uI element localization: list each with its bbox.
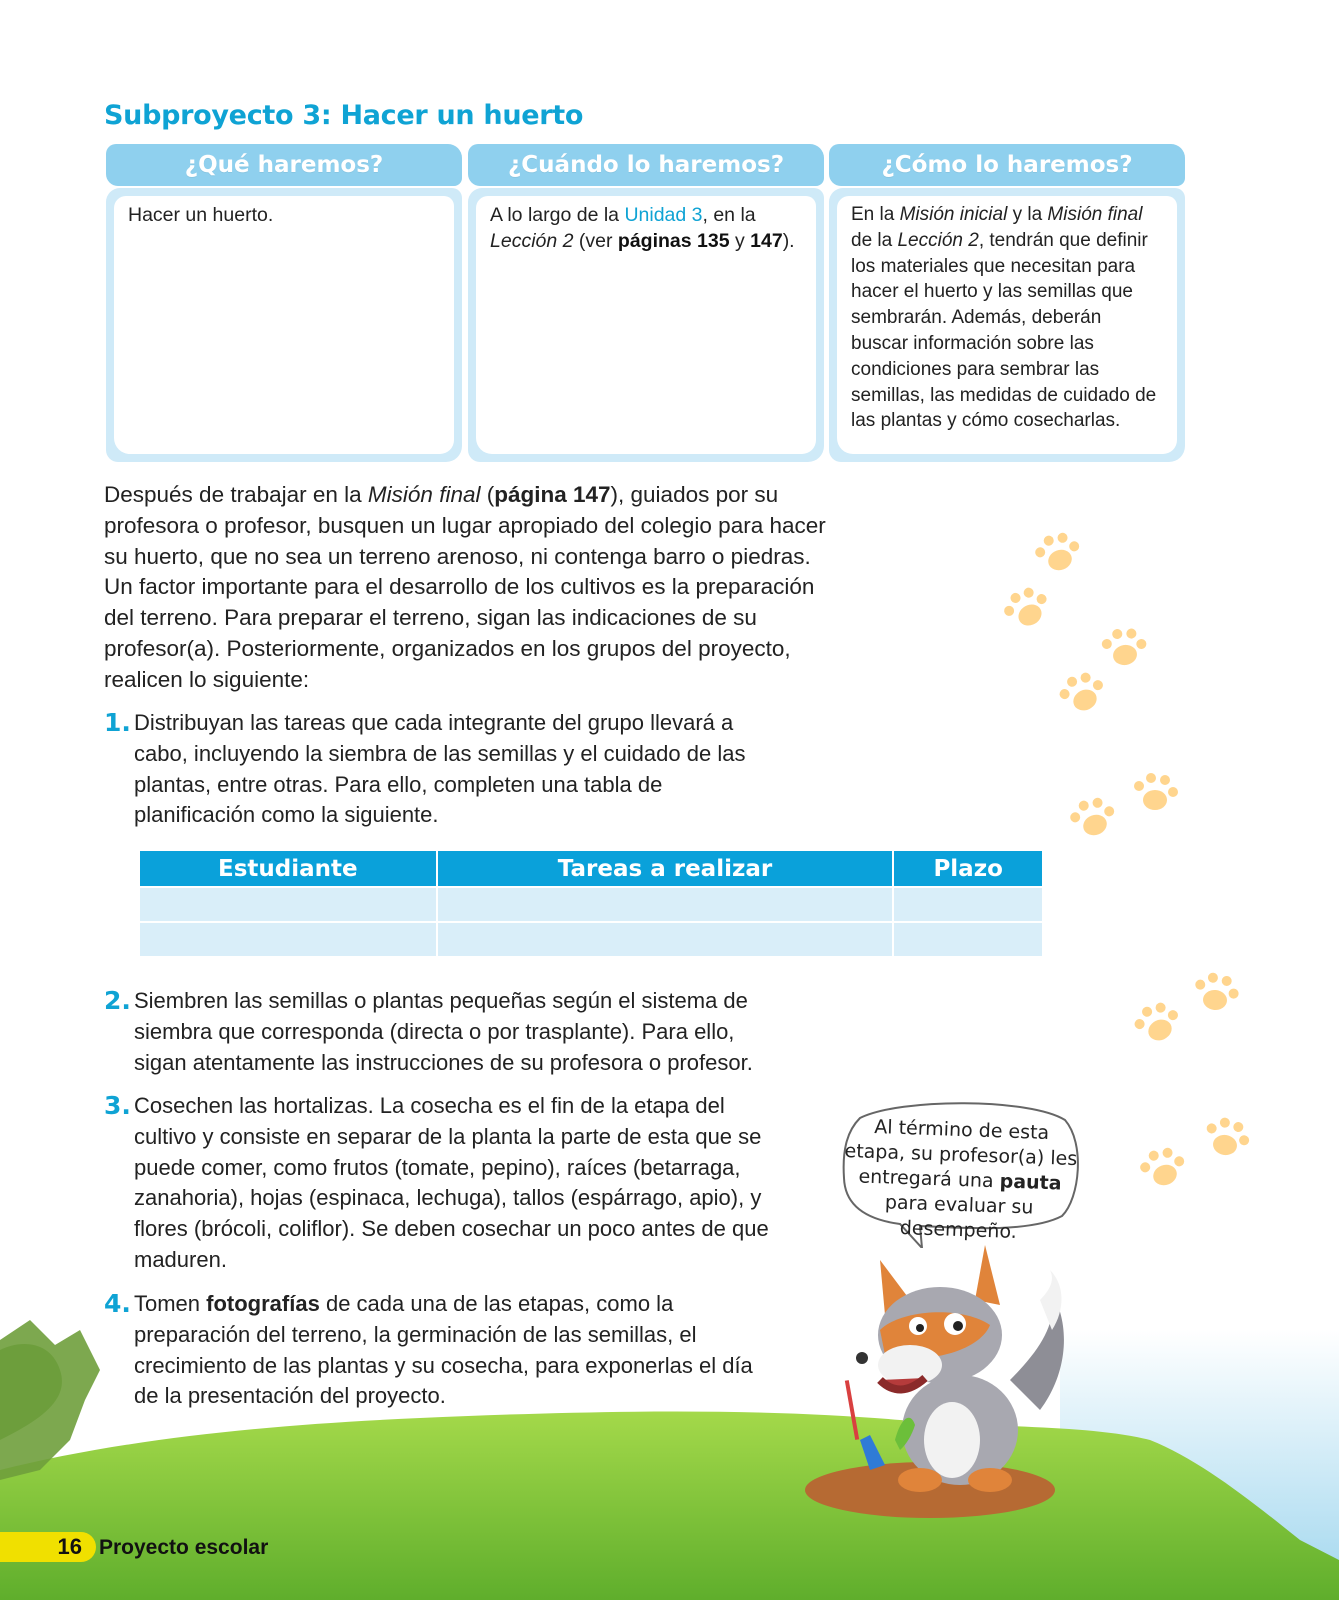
table-row <box>140 922 1042 956</box>
table-cell <box>437 887 894 922</box>
table-header-student: Estudiante <box>140 851 437 887</box>
table-cell <box>893 922 1042 956</box>
item-text: Cosechen las hortalizas. La cosecha es el fin de la etapa del cultivo y consiste en separar de la planta la parte de esta que se puede comer, como frutos (tomate, pepino), raíces (betarraga, zanahoria), hojas (espinaca, lechuga), tallos (espárrago, apio), y flores (brócoli, coliflor). Se deben cosechar un poco antes de que maduren. <box>134 1093 769 1272</box>
list-item-2 <box>104 986 764 1082</box>
box-when-title: ¿Cuándo lo haremos? <box>468 144 824 186</box>
box-what-body: Hacer un huerto. <box>114 196 454 454</box>
item-text: Distribuyan las tareas que cada integrante del grupo llevará a cabo, incluyendo la siembra de las semillas y el cuidado de las plantas, entre otras. Para ello, completen una tabla de planificación como la siguiente. <box>134 710 746 828</box>
box-how <box>829 144 1185 462</box>
item-number: 4. <box>104 1289 131 1318</box>
speech-bubble-text: Al término de esta etapa, su profesor(a) les entregará una pauta para evaluar su desempeño. <box>844 1115 1078 1244</box>
box-how-title: ¿Cómo lo haremos? <box>829 144 1185 186</box>
table-cell <box>140 922 437 956</box>
box-when <box>468 144 824 462</box>
item-text: Siembren las semillas o plantas pequeñas según el sistema de siembra que corresponda (directa o por trasplante). Para ello, sigan atentamente las instrucciones de su profesora o profesor. <box>134 988 753 1075</box>
list-item-3 <box>104 1091 769 1281</box>
table-header-tasks: Tareas a realizar <box>437 851 894 887</box>
box-what <box>106 144 462 462</box>
table-header-deadline: Plazo <box>893 851 1042 887</box>
item-number: 2. <box>104 986 131 1015</box>
speech-bubble <box>840 1098 1080 1244</box>
table-row <box>140 887 1042 922</box>
table-cell <box>437 922 894 956</box>
table-cell <box>893 887 1042 922</box>
intro-paragraph: Después de trabajar en la Misión final (página 147), guiados por su profesora o profesor, busquen un lugar apropiado del colegio para hacer su huerto, que no sea un terreno arenoso, ni contenga barro o piedras. Un factor importante para el desarrollo de los cultivos es la preparación del terreno. Para preparar el terreno, sigan las indicaciones de su profesor(a). Posteriormente, organizados en los grupos del proyecto, realicen lo siguiente: <box>104 482 826 692</box>
fox-character-illustration <box>840 1240 1080 1510</box>
table-cell <box>140 887 437 922</box>
box-when-frame <box>468 188 824 462</box>
box-when-body: A lo largo de la Unidad 3, en la Lección 2 (ver páginas 135 y 147). <box>476 196 816 454</box>
page-number: 16 <box>0 1532 96 1562</box>
box-how-body: En la Misión inicial y la Misión final de la Lección 2, tendrán que definir los materiales que necesitan para hacer el huerto y las semillas que sembrarán. Además, deberán buscar información sobre las condiciones para sembrar las semillas, las medidas de cuidado de las plantas y cómo cosecharlas. <box>837 196 1177 454</box>
footer-label: Proyecto escolar <box>99 1536 269 1559</box>
item-number: 3. <box>104 1091 131 1120</box>
box-what-frame <box>106 188 462 462</box>
list-item-4 <box>104 1289 764 1415</box>
planning-table <box>140 851 1042 956</box>
box-how-frame <box>829 188 1185 462</box>
item-text: Tomen fotografías de cada una de las etapas, como la preparación del terreno, la germinación de las semillas, el crecimiento de las plantas y su cosecha, para exponerlas el día de la presentación del proyecto. <box>134 1291 753 1409</box>
section-heading: Subproyecto 3: Hacer un huerto <box>104 100 584 131</box>
list-item-1 <box>104 708 764 834</box>
item-number: 1. <box>104 708 131 737</box>
box-what-title: ¿Qué haremos? <box>106 144 462 186</box>
unit-link: Unidad 3 <box>624 204 703 226</box>
